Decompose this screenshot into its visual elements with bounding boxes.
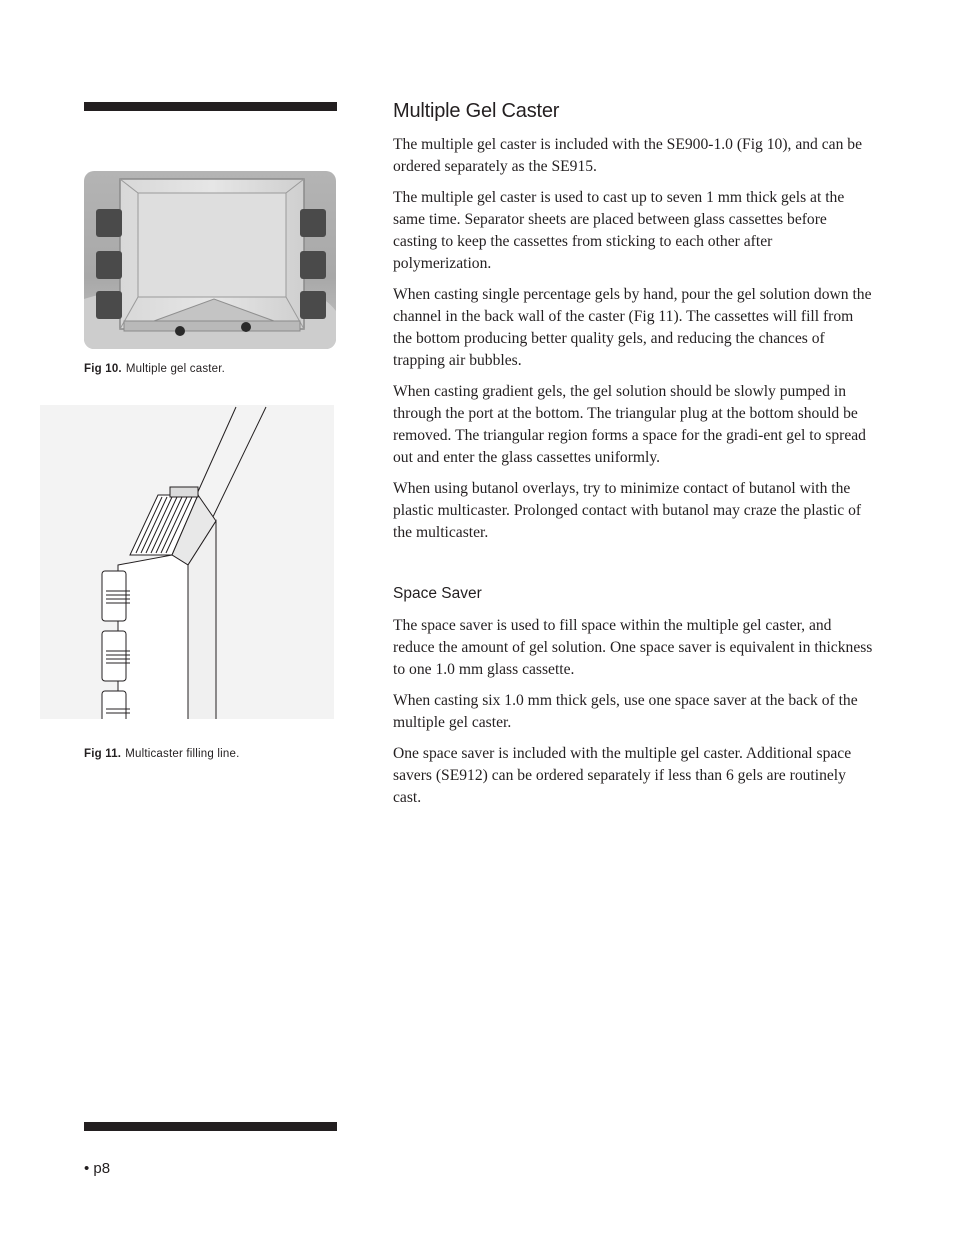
fig10-caption-text: Multiple gel caster. [125,363,226,375]
paragraph: The multiple gel caster is used to cast up to seven 1 mm thick gels at the same time. Separator sheets are placed between glass cassettes before casting to keep the cassettes from sticking to each other after polymerization. [393,189,845,272]
paragraph: When using butanol overlays, try to minimize contact of butanol with the plastic multicaster. Prolonged contact with butanol may craze the plastic of the multicaster. [393,480,862,541]
paragraph: When casting six 1.0 mm thick gels, use one space saver at the back of the multiple gel caster. [393,692,858,731]
paragraph: When casting gradient gels, the gel solution should be slowly pumped in through the port at the bottom. The triangular plug at the bottom should be removed. The triangular region forms a space for the gradi-ent gel to spread out and enter the glass cassettes uniformly. [393,383,866,466]
paragraph: When casting single percentage gels by hand, pour the gel solution down the channel in the back wall of the caster (Fig 11). The cassettes will fill from the bottom producing better quality gels, and reducing the chances of trapping air bubbles. [393,286,872,369]
page-number: • p8 [84,1160,111,1177]
subsection-title: Space Saver [393,585,482,602]
fig10-caption [84,363,225,375]
section-title: Multiple Gel Caster [393,100,560,122]
bottom-rule [84,1122,337,1131]
fig11-caption-text: Multicaster filling line. [125,748,240,760]
multiple-gel-caster-photo [84,171,336,349]
top-rule [84,102,337,111]
fig10-caption-label: Fig 10. [84,363,122,375]
paragraph: The space saver is used to fill space within the multiple gel caster, and reduce the amount of gel solution. One space saver is equivalent in thickness to one 1.0 mm glass cassette. [393,617,873,678]
fig11-caption-label: Fig 11. [84,748,122,760]
paragraph: The multiple gel caster is included with the SE900-1.0 (Fig 10), and can be ordered separately as the SE915. [393,136,863,175]
multicaster-filling-line-illustration [40,405,334,721]
main-column [393,100,873,818]
paragraph: One space saver is included with the multiple gel caster. Additional space savers (SE912) can be ordered separately if less than 6 gels are routinely cast. [393,745,852,806]
fig11-caption [84,748,240,760]
